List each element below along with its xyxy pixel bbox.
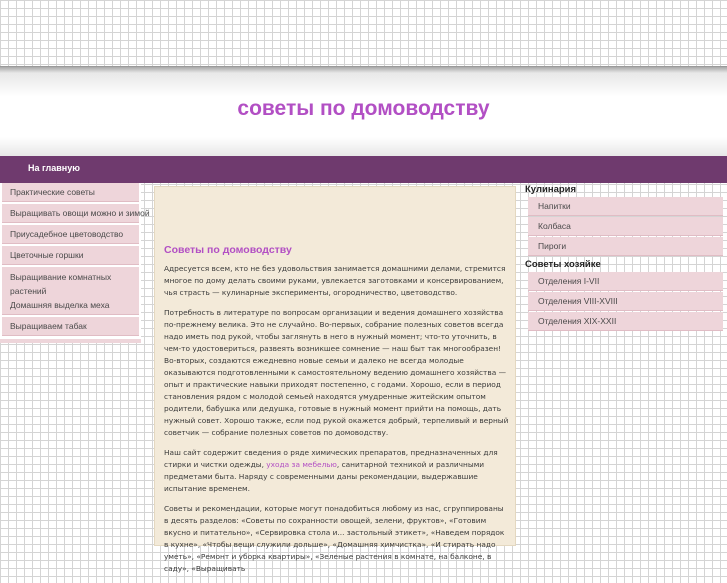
content-paragraph-1: Адресуется всем, кто не без удовольствия занимается домашними делами, стремится многое по дому делать своими руками, увлекается заготовками и консервированием, чья страсть — кулинарные эксперименты, огородничество, цветоводство. <box>164 264 506 297</box>
main-nav <box>0 156 727 183</box>
right-menu-item-sections-19-22[interactable]: Отделения XIX-XXII <box>528 312 723 331</box>
right-menu-item-sections-1-7[interactable]: Отделения I-VII <box>528 272 723 291</box>
content-body <box>164 263 509 583</box>
cooking-heading: Кулинария <box>525 184 577 195</box>
content-paragraph-2: Потребность в литературе по вопросам организации и ведения домашнего хозяйства по-прежнему велика. Это не случайно. Во-первых, собрание полезных советов всегда надо иметь под рукой, чтобы заглянуть в него в нужный момент; что-то уточнить, в чем-то удостовериться, развеять возникшее сомнение — наш быт так многообразен! Во-вторых, создаются ежедневно новые семьи и далеко не всегда молодые оказываются подготовленными к самостоятельному ведению домашнего хозяйства — опыт и практические навыки приходят постепенно, с годами. Хорошо, если в период становления рядом с молодой семьей находятся умудренные житейским опытом родители, бабушка или дедушка, готовые в нужный момент прийти на помощь, дать нужный совет. Хорошо также, если под рукой окажется добрый, терпеливый и верный советчик — собрание полезных советов по домоводству. <box>164 308 509 437</box>
right-menu-item-sausage[interactable]: Колбаса <box>528 217 723 236</box>
left-menu-footer <box>0 339 141 343</box>
content-paragraph-4: Советы и рекомендации, которые могут понадобиться любому из нас, сгруппированы в десять разделов: «Советы по сохранности овощей, зелени, фруктов», «Готовим вкусно и питательно», «Сервировка стола и... застольный этикет», «Наведем порядок в кухне», «Чтобы вещи служили дольше», «Домашняя химчистка», «И стирать надо уметь», «Ремонт и уборка квартиры», «Зеленые растения в комнате, на балконе, в саду», «Выращивать <box>164 504 505 573</box>
left-menu-item-tobacco[interactable]: Выращиваем табак <box>2 317 139 336</box>
left-menu-item-floriculture[interactable]: Приусадебное цветоводство <box>2 225 139 244</box>
p3-text-after: , санитарной техникой и различными предметами быта. Наряду с современными даны рекомендации, выдержавшие испытание временем. <box>164 460 485 493</box>
left-menu-item-practical[interactable]: Практические советы <box>2 183 139 202</box>
left-menu-item-flower-pots[interactable]: Цветочные горшки <box>2 246 139 265</box>
right-menu-item-pies[interactable]: Пироги <box>528 237 723 256</box>
left-menu-item-winter-vegetables[interactable]: Выращивать овощи можно и зимой <box>2 204 139 223</box>
left-menu-item-houseplants[interactable]: Выращивание комнатных растений <box>2 267 139 301</box>
furniture-care-link[interactable]: ухода за мебелью <box>266 460 337 469</box>
left-menu-item-fur[interactable]: Домашняя выделка меха <box>2 296 139 315</box>
content-paragraph-3 <box>164 447 509 495</box>
left-sidebar <box>0 183 150 343</box>
site-title: советы по домоводству <box>237 97 490 120</box>
nav-home-link[interactable]: На главную <box>28 163 80 173</box>
p3-text-before: Наш сайт содержит сведения о ряде химических препаратов, предназначенных для стирки и чистки одежды, <box>164 448 498 469</box>
site-header <box>0 66 727 157</box>
right-menu-item-drinks[interactable]: Напитки <box>528 197 723 216</box>
housewife-tips-heading: Советы хозяйке <box>525 259 601 270</box>
content-title: Советы по домоводству <box>164 244 292 256</box>
right-menu-item-sections-8-18[interactable]: Отделения VIII-XVIII <box>528 292 723 311</box>
main-content <box>154 186 516 573</box>
